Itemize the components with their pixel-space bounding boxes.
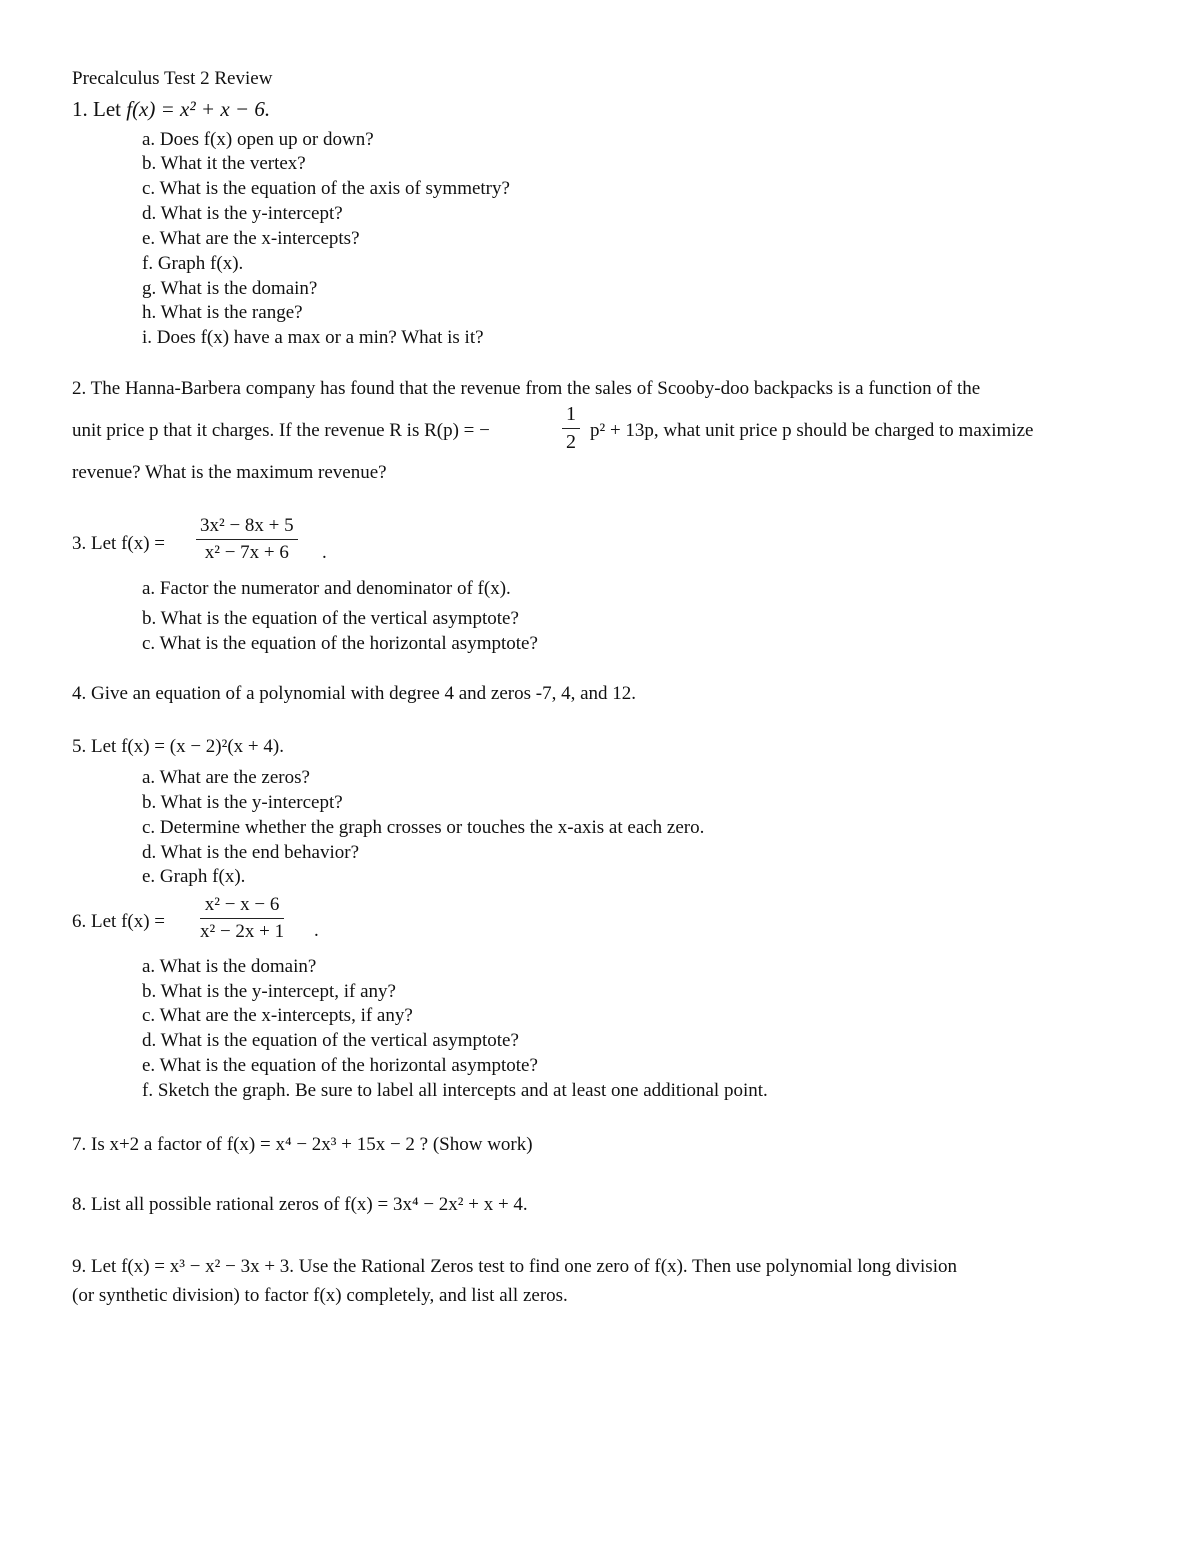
q3-lead: 3. Let f(x) =	[72, 533, 166, 554]
q5-item: d. What is the end behavior?	[142, 842, 360, 863]
q6-fraction	[200, 894, 284, 943]
q2-line1: 2. The Hanna-Barbera company has found that the revenue from the sales of Scooby-doo backpacks is a function of the	[72, 378, 981, 399]
q5-lead: 5. Let f(x) = (x − 2)²(x + 4).	[72, 736, 284, 757]
q3-item: a. Factor the numerator and denominator of f(x).	[142, 578, 511, 599]
q6-lead: 6. Let f(x) =	[72, 911, 166, 932]
q3-period: .	[322, 542, 327, 563]
q2-line3: revenue? What is the maximum revenue?	[72, 462, 387, 483]
q1-item: h. What is the range?	[142, 302, 303, 323]
page-title: Precalculus Test 2 Review	[72, 68, 273, 89]
q3-item: c. What is the equation of the horizontal asymptote?	[142, 633, 538, 654]
q2-line2-start: unit price p that it charges. If the revenue R is R(p) = −	[72, 420, 490, 441]
q6-denominator: x² − 2x + 1	[200, 921, 285, 942]
q5-item: b. What is the y-intercept?	[142, 792, 343, 813]
q2-fraction-numerator: 1	[562, 403, 580, 429]
q6-numerator: x² − x − 6	[200, 894, 284, 919]
q1-item: d. What is the y-intercept?	[142, 203, 343, 224]
q1-item: g. What is the domain?	[142, 278, 318, 299]
q3-numerator: 3x² − 8x + 5	[196, 515, 298, 540]
q1-lead-text: 1. Let	[72, 97, 127, 121]
q6-item: c. What are the x-intercepts, if any?	[142, 1005, 413, 1026]
q5-item: c. Determine whether the graph crosses or touches the x-axis at each zero.	[142, 817, 705, 838]
q1-item: c. What is the equation of the axis of symmetry?	[142, 178, 510, 199]
q5-item: a. What are the zeros?	[142, 767, 310, 788]
q3-denominator: x² − 7x + 6	[204, 542, 289, 563]
q6-item: a. What is the domain?	[142, 956, 317, 977]
q8-text: 8. List all possible rational zeros of f(x) = 3x⁴ − 2x² + x + 4.	[72, 1194, 528, 1215]
q6-item: d. What is the equation of the vertical asymptote?	[142, 1030, 519, 1051]
q4-text: 4. Give an equation of a polynomial with degree 4 and zeros -7, 4, and 12.	[72, 683, 637, 704]
q1-item: e. What are the x-intercepts?	[142, 228, 360, 249]
q3-item: b. What is the equation of the vertical asymptote?	[142, 608, 519, 629]
q6-item: e. What is the equation of the horizontal asymptote?	[142, 1055, 538, 1076]
q1-lead	[72, 97, 270, 121]
q7-text: 7. Is x+2 a factor of f(x) = x⁴ − 2x³ + 15x − 2 ? (Show work)	[72, 1134, 533, 1155]
q3-fraction	[196, 515, 298, 564]
q9-line1: 9. Let f(x) = x³ − x² − 3x + 3. Use the Rational Zeros test to find one zero of f(x). Then use polynomial long division	[72, 1256, 957, 1277]
q1-item: b. What it the vertex?	[142, 153, 306, 174]
q2-fraction	[562, 403, 580, 454]
q9-line2: (or synthetic division) to factor f(x) completely, and list all zeros.	[72, 1285, 568, 1306]
q5-item: e. Graph f(x).	[142, 866, 246, 887]
q1-item: a. Does f(x) open up or down?	[142, 129, 374, 150]
q1-function: f(x) = x² + x − 6.	[126, 97, 271, 121]
q1-item: f. Graph f(x).	[142, 253, 244, 274]
q2-line2-end: p² + 13p, what unit price p should be charged to maximize	[590, 420, 1034, 441]
q1-item: i. Does f(x) have a max or a min? What is it?	[142, 327, 484, 348]
q6-item: b. What is the y-intercept, if any?	[142, 981, 396, 1002]
q6-item: f. Sketch the graph. Be sure to label all intercepts and at least one additional point.	[142, 1080, 768, 1101]
q6-period: .	[314, 920, 319, 941]
q2-fraction-denominator: 2	[566, 431, 576, 453]
